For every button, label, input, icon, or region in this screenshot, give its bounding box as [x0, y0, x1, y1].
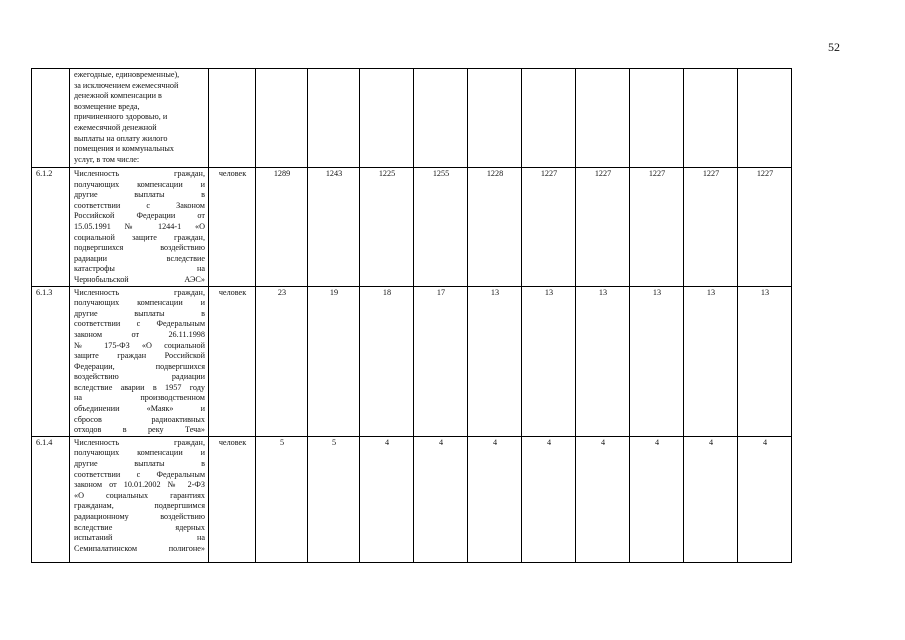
- value-cell: [738, 69, 792, 168]
- indicator-name-text: Численность граждан, получающих компенсации и другие выплаты в соответствии с Федеральным законом от 10.01.2002 № 2-ФЗ «О социальных гарантиях гражданам, подвергшимся радиационному воздействию вследствие ядерных испытаний на Семипалатинском полигоне»: [74, 437, 205, 553]
- value-cell: 1289: [256, 168, 308, 287]
- value-cell: 1225: [360, 168, 414, 287]
- row-code: 6.1.4: [32, 436, 70, 562]
- row-code: [32, 69, 70, 168]
- value-cell: 4: [630, 436, 684, 562]
- row-code: 6.1.3: [32, 286, 70, 436]
- table-row: [32, 168, 792, 287]
- value-cell: [684, 69, 738, 168]
- row-indicator-name: [70, 286, 209, 436]
- value-cell: 1227: [738, 168, 792, 287]
- value-cell: 4: [468, 436, 522, 562]
- value-cell: [308, 69, 360, 168]
- value-cell: [360, 69, 414, 168]
- value-cell: 4: [738, 436, 792, 562]
- value-cell: 13: [630, 286, 684, 436]
- value-cell: [256, 69, 308, 168]
- value-cell: [630, 69, 684, 168]
- value-cell: 19: [308, 286, 360, 436]
- value-cell: 4: [414, 436, 468, 562]
- value-cell: 5: [256, 436, 308, 562]
- row-unit: человек: [209, 436, 256, 562]
- value-cell: 13: [576, 286, 630, 436]
- row-indicator-name: [70, 436, 209, 562]
- value-cell: [414, 69, 468, 168]
- indicator-table: [31, 68, 792, 563]
- value-cell: 17: [414, 286, 468, 436]
- row-code: 6.1.2: [32, 168, 70, 287]
- value-cell: 1227: [630, 168, 684, 287]
- value-cell: [522, 69, 576, 168]
- value-cell: 1227: [576, 168, 630, 287]
- row-unit: [209, 69, 256, 168]
- value-cell: 18: [360, 286, 414, 436]
- value-cell: 13: [522, 286, 576, 436]
- value-cell: 5: [308, 436, 360, 562]
- value-cell: 1227: [684, 168, 738, 287]
- value-cell: 13: [684, 286, 738, 436]
- value-cell: 1227: [522, 168, 576, 287]
- value-cell: 4: [360, 436, 414, 562]
- value-cell: 1243: [308, 168, 360, 287]
- indicator-name-text: Численность граждан, получающих компенсации и другие выплаты в соответствии с Федеральным законом от 26.11.1998 № 175-ФЗ «О социальной защите граждан Российской Федерации, подвергшихся воздействию радиации вследствие аварии в 1957 году на производственном объединении «Маяк» и сбросов радиоактивных отходов в реку Теча»: [74, 287, 205, 435]
- page-number: 52: [828, 40, 840, 54]
- indicator-name-text: Численность граждан, получающих компенсации и другие выплаты в соответствии с Законом Российской Федерации от 15.05.1991 № 1244-1 «О социальной защите граждан, подвергшихся воздействию радиации вследствие катастрофы на Чернобыльской АЭС»: [74, 169, 205, 284]
- value-cell: 1255: [414, 168, 468, 287]
- indicator-name-text: ежегодные, единовременные), за исключением ежемесячной денежной компенсации в возмещение вреда, причиненного здоровью, и ежемесячной денежной выплаты на оплату жилого помещения и коммунальных услуг, в том числе:: [74, 70, 180, 164]
- row-indicator-name: [70, 168, 209, 287]
- table-row: [32, 286, 792, 436]
- value-cell: 13: [468, 286, 522, 436]
- value-cell: 13: [738, 286, 792, 436]
- table-row: [32, 436, 792, 562]
- row-unit: человек: [209, 168, 256, 287]
- row-unit: человек: [209, 286, 256, 436]
- value-cell: 4: [522, 436, 576, 562]
- value-cell: 4: [684, 436, 738, 562]
- table-row: [32, 69, 792, 168]
- value-cell: [576, 69, 630, 168]
- value-cell: [468, 69, 522, 168]
- value-cell: 1228: [468, 168, 522, 287]
- row-indicator-name: [70, 69, 209, 168]
- value-cell: 23: [256, 286, 308, 436]
- value-cell: 4: [576, 436, 630, 562]
